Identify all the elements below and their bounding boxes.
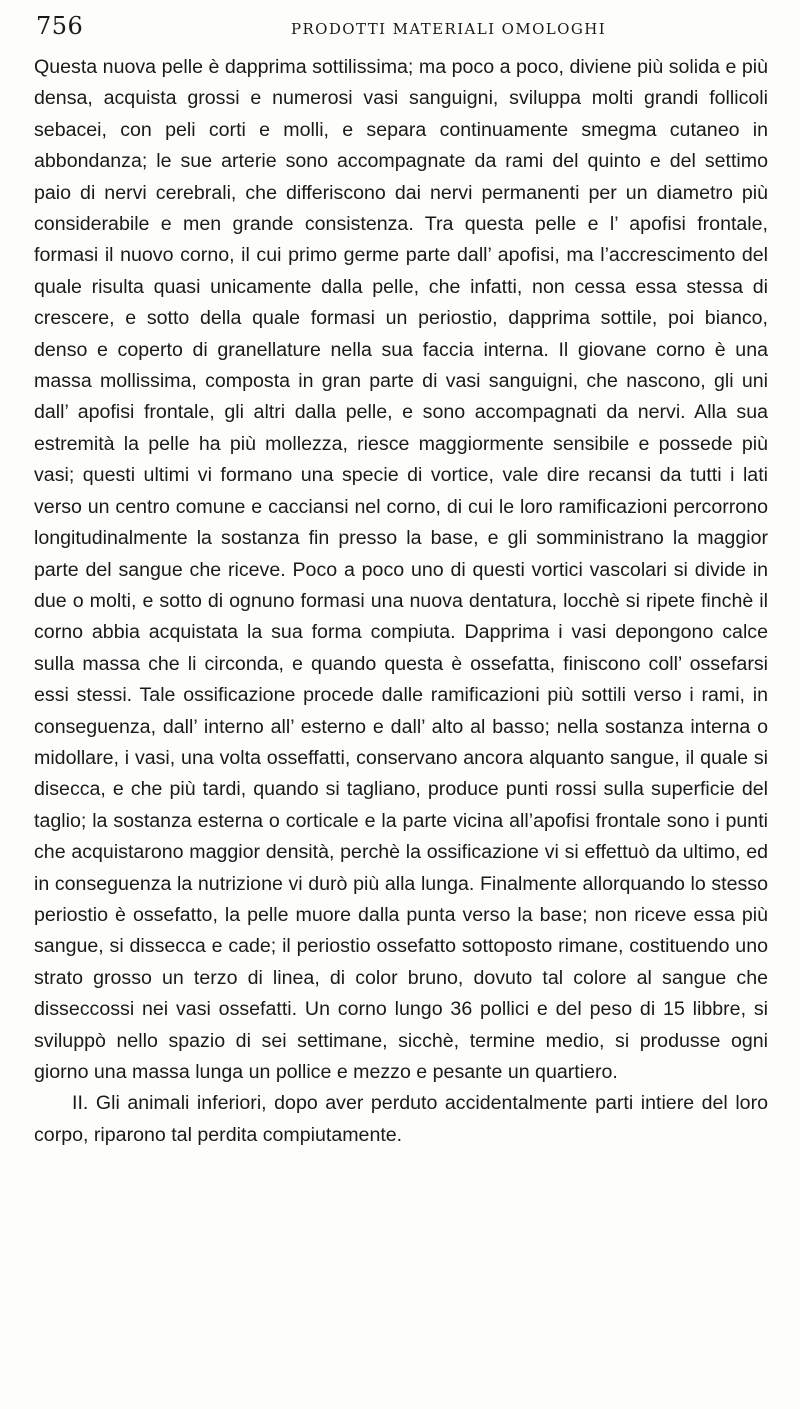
page-header: [36, 12, 764, 48]
page-number: 756: [36, 12, 84, 40]
body-text: [34, 52, 768, 1151]
paragraph: Questa nuova pelle è dapprima sottilissima; ma poco a poco, diviene più solida e più densa, acquista grossi e numerosi vasi sanguigni, sviluppa molti grandi follicoli sebacei, con peli corti e molli, e separa continuamente smegma cutaneo in abbondanza; le sue arterie sono accompagnate da rami del quinto e del settimo paio di nervi cerebrali, che differiscono dai nervi permanenti per un diametro più considerabile e men grande consistenza. Tra questa pelle e l’ apofisi frontale, formasi il nuovo corno, il cui primo germe parte dall’ apofisi, ma l’accrescimento del quale risulta quasi unicamente dalla pelle, che infatti, non cessa essa stessa di crescere, e sotto della quale formasi un periostio, dapprima sottile, poi bianco, denso e coperto di granellature nella sua faccia interna. Il giovane corno è una massa mollissima, composta in gran parte di vasi sanguigni, che nascono, gli uni dall’ apofisi frontale, gli altri dalla pelle, e sono accompagnati da nervi. Alla sua estremità la pelle ha più mollezza, riesce maggiormente sensibile e possede più vasi; questi ultimi vi formano una specie di vortice, vale dire recansi da tutti i lati verso un centro comune e cacciansi nel corno, di cui le loro ramificazioni percorrono longitudinalmente la sostanza fin presso la base, e gli somministrano la maggior parte del sangue che riceve. Poco a poco uno di questi vortici vascolari si divide in due o molti, e sotto di ognuno formasi una nuova dentatura, locchè si ripete finchè il corno abbia acquistata la sua forma compiuta. Dapprima i vasi depongono calce sulla massa che li circonda, e quando questa è ossefatta, finiscono coll’ ossefarsi essi stessi. Tale ossificazione procede dalle ramificazioni più sottili verso i rami, in conseguenza, dall’ interno all’ esterno e dall’ alto al basso; nella sostanza interna o midollare, i vasi, una volta osseffatti, conservano ancora alquanto sangue, il quale si disecca, e che più tardi, quando si tagliano, produce punti rossi sulla superficie del taglio; la sostanza esterna o corticale e la parte vicina all’apofisi frontale sono i punti che acquistarono maggior densità, perchè la ossificazione vi si effettuò da ultimo, ed in conseguenza la nutrizione vi durò più alla lunga. Finalmente allorquando lo stesso periostio è ossefatto, la pelle muore dalla punta verso la base; non riceve essa più sangue, si dissecca e cade; il periostio ossefatto sottoposto rimane, costituendo uno strato grosso un terzo di linea, di color bruno, dovuto tal colore al sangue che disseccossi nei vasi ossefatti. Un corno lungo 36 pollici e del peso di 15 libbre, si sviluppò nello spazio di sei settimane, sicchè, termine medio, si produsse ogni giorno una massa lunga un pollice e mezzo e pesante un quartiero.: [34, 56, 768, 1083]
running-head: PRODOTTI MATERIALI OMOLOGHI: [291, 20, 607, 38]
paragraph-section-II: II. Gli animali inferiori, dopo aver perduto accidentalmente parti intiere del loro corpo, riparono tal perdita compiutamente.: [34, 1092, 768, 1146]
